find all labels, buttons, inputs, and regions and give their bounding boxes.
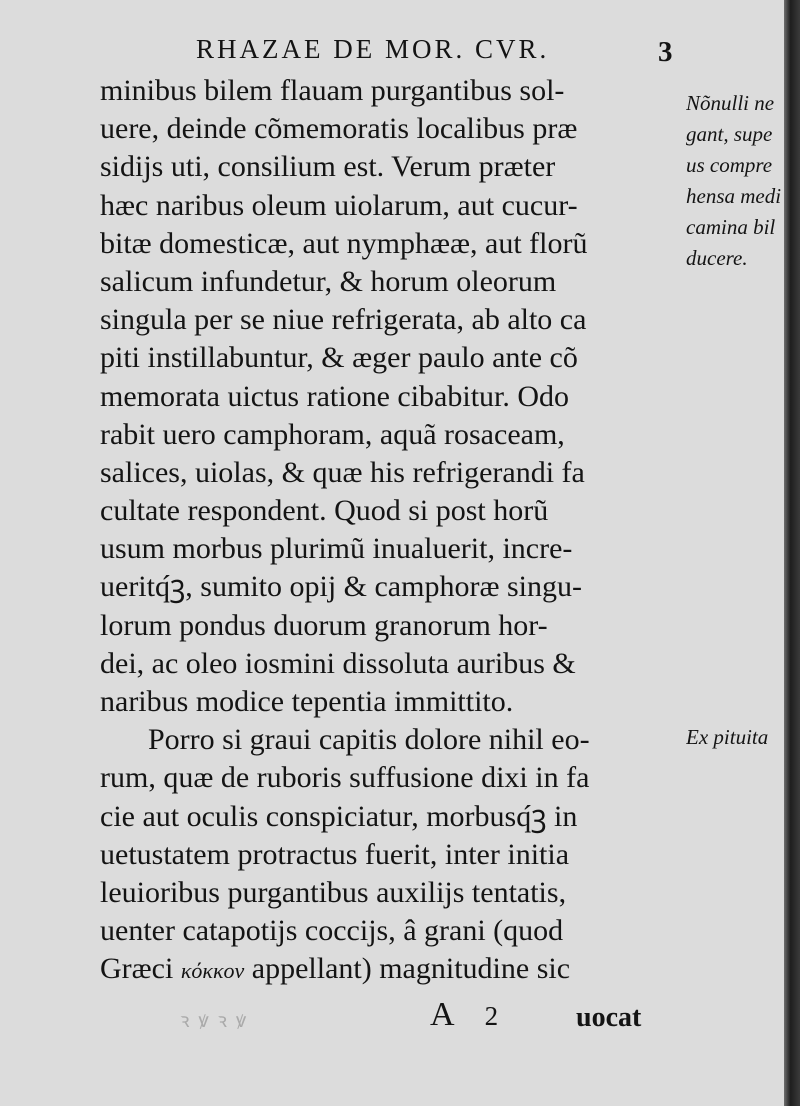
margin-note <box>686 88 784 274</box>
bleed-through: ꝛ ꝟ ꝛ ꝟ <box>180 1010 249 1032</box>
text-line: hæc naribus oleum uiolarum, aut cucur- <box>100 188 578 222</box>
text-line: leuioribus purgantibus auxilijs tentatis, <box>100 875 567 909</box>
text-fragment: Græci <box>100 952 174 986</box>
signature-mark <box>430 996 498 1034</box>
signature-number: 2 <box>484 1001 499 1031</box>
text-line: bitæ domesticæ, aut nymphææ, aut florũ <box>100 226 588 260</box>
text-line: cultate respondent. Quod si post horũ <box>100 494 549 528</box>
text-line: rum, quæ de ruboris suffusione dixi in fa <box>100 761 590 795</box>
text-line: memorata uictus ratione cibabitur. Odo <box>100 379 570 413</box>
text-line: dei, ac oleo iosmini dissoluta auribus & <box>100 646 576 680</box>
page-number: 3 <box>658 36 673 68</box>
text-line: cie aut oculis conspiciatur, morbusq́ꝫ in <box>100 799 578 833</box>
text-line: lorum pondus duorum granorum hor- <box>100 608 548 642</box>
text-line: ueritq́ꝫ, sumito opij & camphoræ singu- <box>100 570 582 604</box>
text-fragment: appellant) magnitudine sic <box>251 952 571 986</box>
margin-note-line: Nõnulli ne <box>686 91 775 115</box>
page-gutter-edge <box>784 0 800 1106</box>
text-line: uenter catapotijs coccijs, â grani (quod <box>100 914 564 948</box>
margin-note-line: camina bil <box>686 215 776 239</box>
greek-word: κόκκον <box>180 958 245 984</box>
margin-note-line: gant, supe <box>686 122 773 146</box>
margin-note-line: us compre <box>686 153 773 177</box>
signature-letter: A <box>430 996 455 1033</box>
text-line: salicum infundetur, & horum oleorum <box>100 264 557 298</box>
margin-note-line: hensa medi <box>686 184 782 208</box>
text-line: usum morbus plurimũ inualuerit, incre- <box>100 532 573 566</box>
margin-note-line: ducere. <box>686 246 748 270</box>
catchword: uocat <box>576 1002 642 1033</box>
text-line: minibus bilem flauam purgantibus sol- <box>100 74 565 107</box>
text-line: sidijs uti, consilium est. Verum præter <box>100 150 556 184</box>
text-line: uere, deinde cõmemoratis localibus præ <box>100 112 578 146</box>
text-line: naribus modice tepentia immittito. <box>100 685 514 718</box>
body-text <box>100 72 680 989</box>
text-line: rabit uero camphoram, aquã rosaceam, <box>100 417 565 451</box>
text-line: salices, uiolas, & quæ his refrigerandi fa <box>100 455 585 489</box>
text-line: piti instillabuntur, & æger paulo ante cõ <box>100 341 578 375</box>
text-line-with-greek <box>100 950 680 988</box>
margin-note-line: Ex pituita <box>686 725 769 749</box>
text-line: singula per se niue refrigerata, ab alto ca <box>100 303 587 337</box>
running-head: RHAZAE DE MOR. CVR. <box>196 34 550 64</box>
text-line: uetustatem protractus fuerit, inter initia <box>100 837 570 871</box>
margin-note <box>686 722 784 753</box>
text-line: Porro si graui capitis dolore nihil eo- <box>148 723 590 757</box>
